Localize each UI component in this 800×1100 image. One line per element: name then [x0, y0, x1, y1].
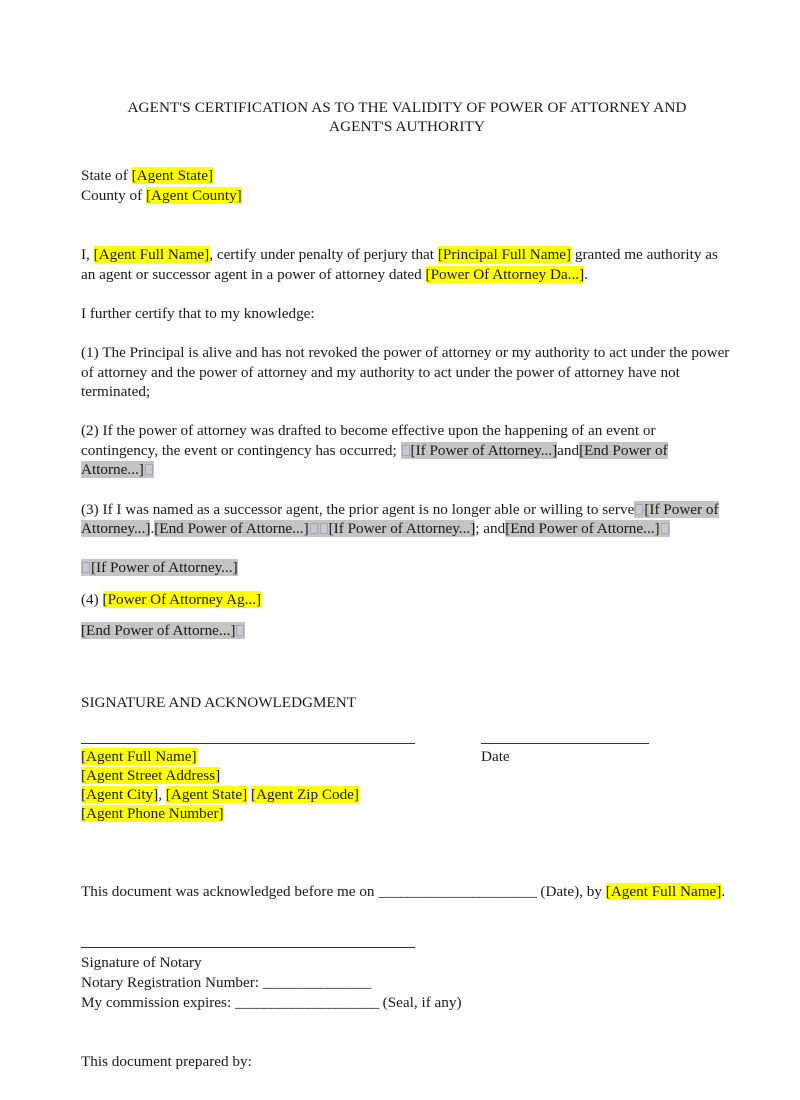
notary-seal-note: (Seal, if any)	[378, 993, 462, 1011]
agent-phone-number-placeholder: [Agent Phone Number]	[81, 805, 224, 823]
document-body	[81, 98, 733, 1072]
item-3-text: (3) If I was named as a successor agent, the prior agent is no longer able or willing to serve	[81, 500, 635, 518]
item-4-number: (4)	[81, 590, 103, 608]
spacer	[81, 284, 733, 304]
agent-street-line	[81, 766, 733, 785]
standalone-conditional-end-chip	[81, 622, 245, 639]
agent-address-block	[81, 747, 733, 824]
principal-full-name-placeholder: [Principal Full Name]	[437, 246, 572, 264]
item-3-conditional-if-2	[319, 520, 476, 537]
certification-mid-1: , certify under penalty of perjury that	[209, 246, 438, 264]
missing-glyph-box-icon	[236, 625, 244, 636]
spacer	[81, 323, 733, 343]
signature-rules	[81, 735, 733, 747]
missing-glyph-box-icon	[310, 523, 318, 534]
acknowledgment-lead: This document was acknowledged before me on	[81, 882, 379, 900]
agent-phone-line	[81, 804, 733, 823]
agent-zip-code-placeholder: [Agent Zip Code]	[251, 786, 359, 804]
item-3-conditional-if-1-label: [If Power of Attorney...]	[81, 500, 719, 538]
further-certify-line: I further certify that to my knowledge:	[81, 304, 315, 322]
agent-full-name-placeholder: [Agent Full Name]	[93, 246, 210, 264]
missing-glyph-box-icon	[320, 523, 328, 534]
certification-item-2	[81, 421, 733, 480]
certification-item-1: (1) The Principal is alive and has not revoked the power of attorney or my authority to act under the power of attorney and the power of attorney and my authority to act under the power of attorney have not terminated;	[81, 343, 730, 401]
missing-glyph-box-icon	[635, 504, 643, 515]
notary-signature-line	[81, 947, 415, 948]
item-3-semicolon-and: ; and	[475, 520, 506, 538]
power-of-attorney-date-placeholder: [Power Of Attorney Da...]	[425, 265, 585, 283]
spacer	[81, 480, 733, 500]
standalone-conditional-if-label: [If Power of Attorney...]	[91, 559, 238, 577]
agent-full-name-placeholder: [Agent Full Name]	[81, 747, 197, 765]
signature-line	[81, 743, 415, 744]
spacer	[81, 609, 733, 621]
certification-item-4	[81, 590, 733, 610]
agent-city-state-zip-line	[81, 785, 733, 804]
certification-paragraph	[81, 245, 733, 284]
notary-registration-blank: _______________	[262, 973, 371, 991]
certification-mid-2: granted me authority as an agent or successor agent in a power of attorney dated	[81, 246, 718, 283]
spacer	[81, 136, 733, 166]
item-3-conditional-end-2	[505, 520, 669, 537]
certification-lead: I,	[81, 246, 94, 264]
signature-block	[81, 747, 733, 824]
spacer	[81, 578, 733, 590]
item-3-conditional-end-2-label: [End Power of Attorne...]	[505, 520, 660, 538]
signature-section-heading: SIGNATURE AND ACKNOWLEDGMENT	[81, 694, 357, 711]
missing-glyph-box-icon	[82, 562, 90, 573]
spacer	[81, 402, 733, 422]
prepared-by-line: This document prepared by:	[81, 1053, 252, 1071]
item-2-conjunction: and	[557, 441, 580, 459]
date-label: Date	[481, 747, 510, 765]
item-3-conditional-end-1	[154, 520, 318, 537]
agent-county-placeholder: [Agent County]	[145, 186, 242, 204]
item-2-text: (2) If the power of attorney was drafted to become effective upon the happening of an event or contingency, the event or contingency has occurred;	[81, 422, 656, 459]
document-title-line-1: AGENT'S CERTIFICATION AS TO THE VALIDITY OF POWER OF ATTORNEY AND	[127, 99, 687, 116]
standalone-conditional-if	[81, 558, 733, 578]
spacer	[81, 824, 733, 882]
item-2-conditional-end-label: [End Power of Attorne...]	[81, 441, 668, 479]
missing-glyph-box-icon	[145, 464, 153, 475]
item-2-conditional-if-label: [If Power of Attorney...]	[410, 441, 558, 459]
notary-expires-line	[81, 993, 733, 1013]
state-label: State of	[81, 167, 132, 184]
agent-state-placeholder: [Agent State]	[131, 167, 214, 184]
item-3-period: .	[150, 520, 155, 538]
acknowledgment-mid: (Date), by	[536, 882, 606, 900]
item-3-conditional-end-1-label: [End Power of Attorne...]	[154, 520, 309, 538]
date-line	[481, 743, 649, 744]
city-state-separator: ,	[158, 786, 166, 804]
venue-county-line	[81, 186, 733, 206]
venue-state-line	[81, 166, 733, 186]
spacer	[81, 713, 733, 735]
county-label: County of	[81, 186, 146, 204]
agent-name-line	[81, 747, 733, 766]
certification-tail: .	[584, 265, 588, 283]
standalone-conditional-end	[81, 621, 733, 641]
spacer	[81, 205, 733, 245]
notary-registration-label: Notary Registration Number:	[81, 973, 263, 991]
agent-full-name-placeholder: [Agent Full Name]	[605, 882, 722, 900]
spacer	[81, 901, 733, 947]
acknowledgment-tail: .	[721, 882, 726, 900]
acknowledgment-date-blank: ______________________	[378, 882, 537, 900]
spacer	[81, 641, 733, 693]
agent-city-placeholder: [Agent City]	[81, 786, 159, 804]
document-title-line-2: AGENT'S AUTHORITY	[329, 118, 485, 135]
spacer	[81, 1012, 733, 1052]
agent-state-placeholder: [Agent State]	[165, 786, 248, 804]
agent-street-address-placeholder: [Agent Street Address]	[81, 766, 221, 784]
standalone-conditional-if-chip	[81, 559, 238, 576]
certification-item-3	[81, 500, 733, 539]
spacer	[81, 539, 733, 559]
notary-expires-label: My commission expires:	[81, 993, 235, 1011]
standalone-conditional-end-label: [End Power of Attorne...]	[81, 622, 236, 640]
missing-glyph-box-icon	[402, 445, 410, 456]
item-2-conditional-if	[401, 442, 558, 459]
missing-glyph-box-icon	[661, 523, 669, 534]
document-title	[81, 98, 733, 136]
notary-registration-line	[81, 973, 733, 993]
power-of-attorney-agent-placeholder: [Power Of Attorney Ag...]	[102, 590, 262, 608]
notary-signature-label: Signature of Notary	[81, 954, 202, 972]
item-3-conditional-if-2-label: [If Power of Attorney...]	[328, 520, 476, 538]
notary-expires-blank: ____________________	[234, 993, 379, 1011]
acknowledgment-paragraph	[81, 882, 733, 902]
